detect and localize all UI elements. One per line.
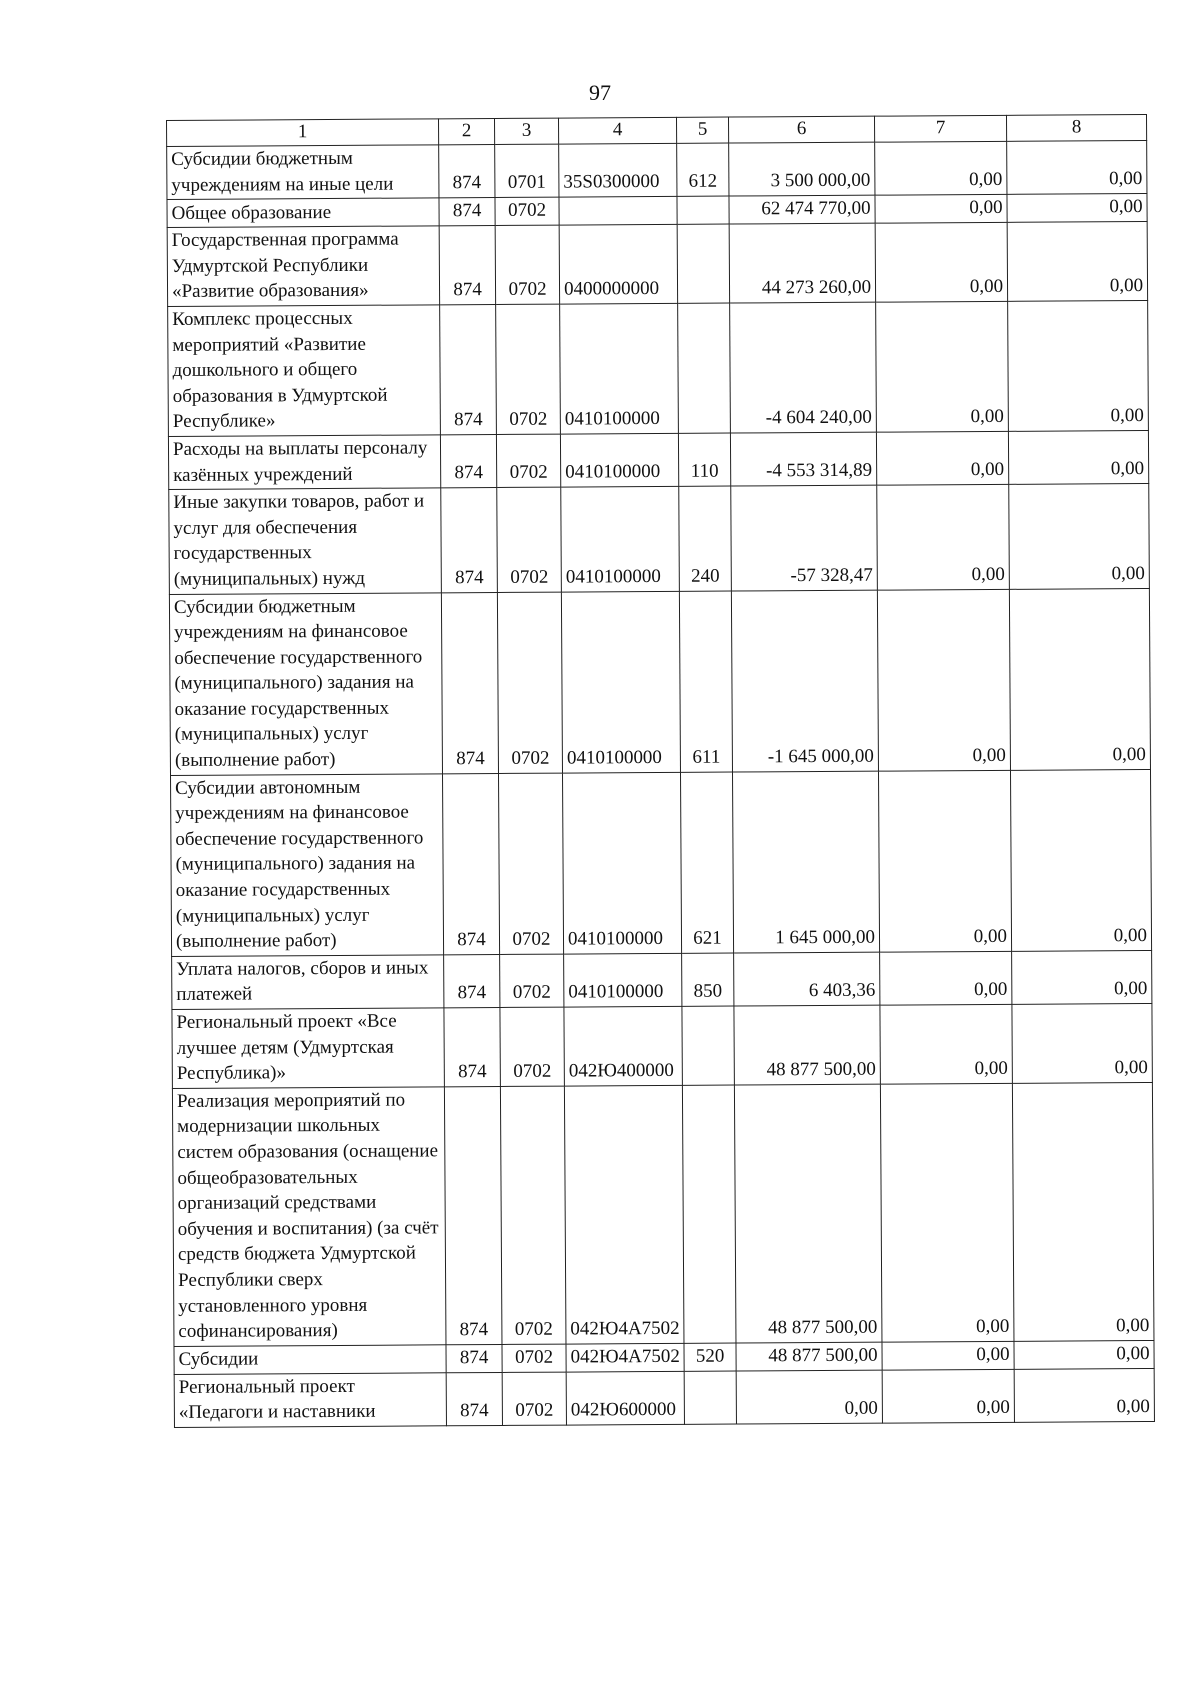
page-number: 97 [589, 80, 611, 105]
row-col5: 240 [679, 486, 732, 591]
row-col4: 0410100000 [564, 953, 682, 1007]
row-col2: 874 [444, 954, 500, 1008]
header-cell-3: 3 [494, 118, 558, 144]
row-col5 [684, 1371, 736, 1425]
table-row [174, 1368, 1154, 1427]
row-col7: 0,00 [882, 1341, 1014, 1370]
row-col2: 874 [441, 488, 498, 593]
row-col7: 0,00 [875, 141, 1007, 195]
row-col2: 874 [439, 144, 495, 198]
header-cell-4: 4 [558, 117, 676, 144]
table-row [167, 141, 1147, 200]
row-col4: 042Ю400000 [564, 1006, 682, 1086]
row-col6: 6 403,36 [734, 952, 880, 1006]
row-name: Государственная программа Удмуртской Республики «Развитие образования» [167, 226, 439, 306]
row-col8: 0,00 [1008, 430, 1148, 484]
row-col5 [682, 1085, 736, 1343]
row-col3: 0702 [495, 197, 559, 225]
row-col8: 0,00 [1012, 1003, 1152, 1083]
table-row [168, 300, 1149, 436]
header-cell-6: 6 [728, 116, 874, 143]
row-col7: 0,00 [877, 484, 1010, 589]
row-col8: 0,00 [1008, 300, 1149, 431]
row-col3: 0702 [502, 1372, 566, 1426]
row-col3: 0702 [496, 304, 561, 434]
row-col8: 0,00 [1012, 950, 1152, 1004]
row-col7: 0,00 [877, 589, 1010, 771]
budget-table [166, 114, 1155, 1428]
row-col5: 110 [678, 433, 730, 487]
row-col3: 0702 [502, 1344, 566, 1372]
table-row [172, 1082, 1154, 1346]
row-col6: -4 553 314,89 [730, 432, 876, 486]
table-row [169, 484, 1150, 594]
table-row [172, 1003, 1152, 1088]
row-col5 [678, 303, 731, 433]
row-col8: 0,00 [1007, 194, 1147, 223]
row-col5: 520 [684, 1343, 736, 1371]
row-col6: 48 877 500,00 [736, 1342, 882, 1371]
row-col8: 0,00 [1014, 1368, 1154, 1422]
row-col5: 611 [679, 591, 732, 772]
table-row [171, 769, 1152, 956]
row-col7: 0,00 [878, 770, 1011, 952]
row-col5 [677, 196, 729, 224]
row-col4: 042Ю600000 [566, 1371, 684, 1425]
row-col2: 874 [440, 434, 496, 488]
row-name: Региональный проект «Все лучшее детям (Удмуртская Республика)» [172, 1008, 444, 1088]
row-col3: 0702 [497, 592, 562, 774]
row-col2: 874 [442, 773, 499, 954]
row-col2: 874 [441, 592, 498, 773]
row-col4 [559, 197, 677, 226]
row-col8: 0,00 [1007, 141, 1147, 195]
row-col7: 0,00 [880, 1083, 1014, 1342]
header-cell-2: 2 [438, 118, 494, 144]
row-col2: 874 [439, 198, 495, 226]
row-col5: 612 [677, 143, 729, 197]
row-col2: 874 [444, 1086, 502, 1344]
row-col6: 1 645 000,00 [732, 771, 879, 953]
row-col7: 0,00 [876, 431, 1008, 485]
row-col7: 0,00 [876, 301, 1009, 432]
row-name: Комплекс процессных мероприятий «Развитие дошкольного и общего образования в Удмуртской Республике» [168, 305, 441, 437]
row-name: Субсидии бюджетным учреждениям на иные цели [167, 145, 439, 200]
row-col2: 874 [440, 304, 497, 434]
row-col6: 48 877 500,00 [734, 1005, 880, 1085]
row-col5: 850 [682, 953, 734, 1007]
row-col3: 0701 [495, 144, 559, 198]
row-col8: 0,00 [1010, 769, 1151, 951]
header-cell-8: 8 [1006, 115, 1146, 142]
row-col3: 0702 [498, 773, 563, 955]
row-col8: 0,00 [1009, 484, 1150, 589]
row-col5 [682, 1006, 734, 1085]
row-col8: 0,00 [1009, 588, 1150, 770]
row-col5: 621 [680, 772, 733, 953]
row-col7: 0,00 [882, 1369, 1014, 1423]
row-name: Расходы на выплаты персоналу казённых учреждений [168, 435, 440, 490]
row-name: Субсидии автономным учреждениям на финансовое обеспечение государственного (муниципального) задания на оказание государственных (муниципальных) услуг (выполнение работ) [171, 773, 444, 956]
table-row [168, 430, 1148, 489]
row-col4: 042Ю4А7502 [566, 1343, 684, 1372]
row-col2: 874 [439, 226, 495, 305]
row-col4: 042Ю4А7502 [564, 1085, 684, 1344]
row-col4: 0410100000 [560, 303, 679, 434]
row-col3: 0702 [500, 1086, 566, 1344]
row-col6: 0,00 [736, 1370, 882, 1424]
row-col6: 3 500 000,00 [729, 142, 875, 196]
row-name: Уплата налогов, сборов и иных платежей [172, 955, 444, 1010]
row-col5 [677, 224, 729, 303]
row-col8: 0,00 [1012, 1082, 1154, 1341]
header-cell-7: 7 [874, 115, 1006, 142]
table-row [167, 222, 1147, 307]
row-col7: 0,00 [880, 1004, 1012, 1084]
row-name: Субсидии [174, 1345, 446, 1375]
row-col3: 0702 [495, 225, 559, 304]
row-col2: 874 [444, 1007, 500, 1086]
row-col3: 0702 [496, 434, 560, 488]
row-name: Региональный проект «Педагоги и наставники [174, 1373, 446, 1428]
row-col6: -4 604 240,00 [730, 302, 877, 433]
row-col6: 44 273 260,00 [729, 223, 875, 303]
row-col7: 0,00 [880, 951, 1012, 1005]
row-col6: -1 645 000,00 [731, 590, 878, 772]
row-col8: 0,00 [1007, 222, 1147, 302]
row-col3: 0702 [500, 954, 564, 1008]
row-col2: 874 [446, 1344, 502, 1372]
row-col4: 0410100000 [562, 772, 681, 954]
table-row [172, 950, 1152, 1009]
row-name: Субсидии бюджетным учреждениям на финансовое обеспечение государственного (муниципального) задания на оказание государственных (муниципальных) услуг (выполнение работ) [169, 592, 442, 775]
row-col3: 0702 [500, 1007, 564, 1086]
header-cell-1: 1 [167, 119, 439, 147]
header-cell-5: 5 [676, 117, 728, 143]
row-col4: 0410100000 [560, 433, 678, 487]
row-name: Реализация мероприятий по модернизации школьных систем образования (оснащение общеобразовательных организаций средствами обучения и воспитания) (за счёт средств бюджета Удмуртской Республики сверх установленного уровня софинансирования) [172, 1087, 446, 1347]
table-row [169, 588, 1150, 775]
row-col6: -57 328,47 [731, 485, 878, 590]
row-col3: 0702 [497, 487, 562, 592]
row-col2: 874 [446, 1372, 502, 1426]
row-name: Иные закупки товаров, работ и услуг для обеспечения государственных (муниципальных) нужд [169, 488, 442, 594]
row-col7: 0,00 [875, 223, 1007, 303]
row-name: Общее образование [167, 198, 439, 228]
row-col4: 0410100000 [561, 486, 680, 591]
row-col8: 0,00 [1014, 1340, 1154, 1369]
row-col6: 62 474 770,00 [729, 195, 875, 224]
row-col4: 0410100000 [561, 591, 680, 773]
row-col4: 0400000000 [559, 225, 677, 305]
row-col6: 48 877 500,00 [734, 1084, 882, 1343]
row-col4: 35S0300000 [559, 143, 677, 197]
row-col7: 0,00 [875, 195, 1007, 224]
